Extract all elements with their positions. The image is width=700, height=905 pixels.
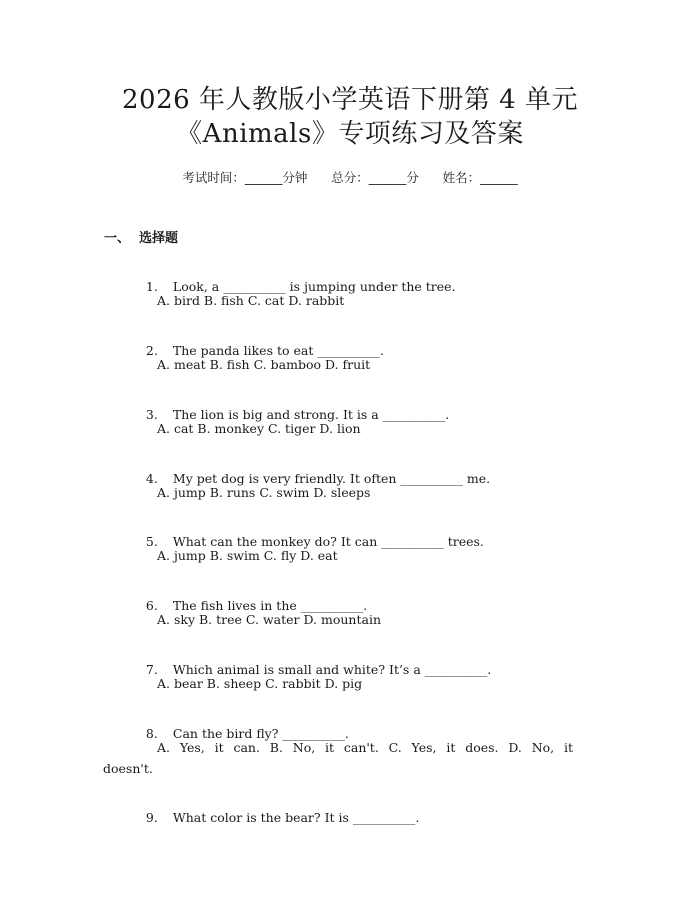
question-number: 8.	[145, 726, 158, 741]
question-number: 7.	[145, 662, 158, 677]
question-1-options: A. bird B. fish C. cat D. rabbit	[157, 293, 345, 308]
question-number: 2.	[145, 343, 158, 358]
question-9	[130, 791, 580, 845]
question-number: 9.	[145, 810, 158, 825]
question-number: 5.	[145, 534, 158, 549]
question-number: 4.	[145, 471, 158, 486]
question-number: 6.	[145, 598, 158, 613]
section-heading-choice: 一、 选择题	[104, 231, 179, 246]
question-7-options: A. bear B. sheep C. rabbit D. pig	[157, 676, 363, 691]
question-text: Which animal is small and white? It’s a __________.	[172, 662, 492, 677]
question-text: What color is the bear? It is __________.	[172, 810, 420, 825]
question-number: 1.	[145, 279, 158, 294]
question-text: What can the monkey do? It can __________ trees.	[172, 534, 484, 549]
question-text: The lion is big and strong. It is a __________.	[172, 407, 450, 422]
question-5-options: A. jump B. swim C. fly D. eat	[157, 548, 338, 563]
question-number: 3.	[145, 407, 158, 422]
exam-info-line: 考试时间：______分钟 总分：______分 姓名：______	[182, 170, 518, 185]
question-text: Can the bird fly? __________.	[172, 726, 349, 741]
question-3-options: A. cat B. monkey C. tiger D. lion	[157, 421, 361, 436]
question-text: My pet dog is very friendly. It often __________ me.	[172, 471, 491, 486]
question-4-options: A. jump B. runs C. swim D. sleeps	[157, 485, 371, 500]
question-text: The fish lives in the __________.	[172, 598, 368, 613]
document-title-line2: 《Animals》专项练习及答案	[176, 119, 524, 149]
document-title-line1: 2026 年人教版小学英语下册第 4 单元	[121, 85, 578, 115]
question-2-options: A. meat B. fish C. bamboo D. fruit	[157, 357, 371, 372]
question-text: Look, a __________ is jumping under the tree.	[172, 279, 456, 294]
question-8-options: A. Yes, it can. B. No, it can't. C. Yes, it does. D. No, it doesn't.	[103, 740, 573, 776]
question-text: The panda likes to eat __________.	[172, 343, 384, 358]
question-6-options: A. sky B. tree C. water D. mountain	[157, 612, 382, 627]
